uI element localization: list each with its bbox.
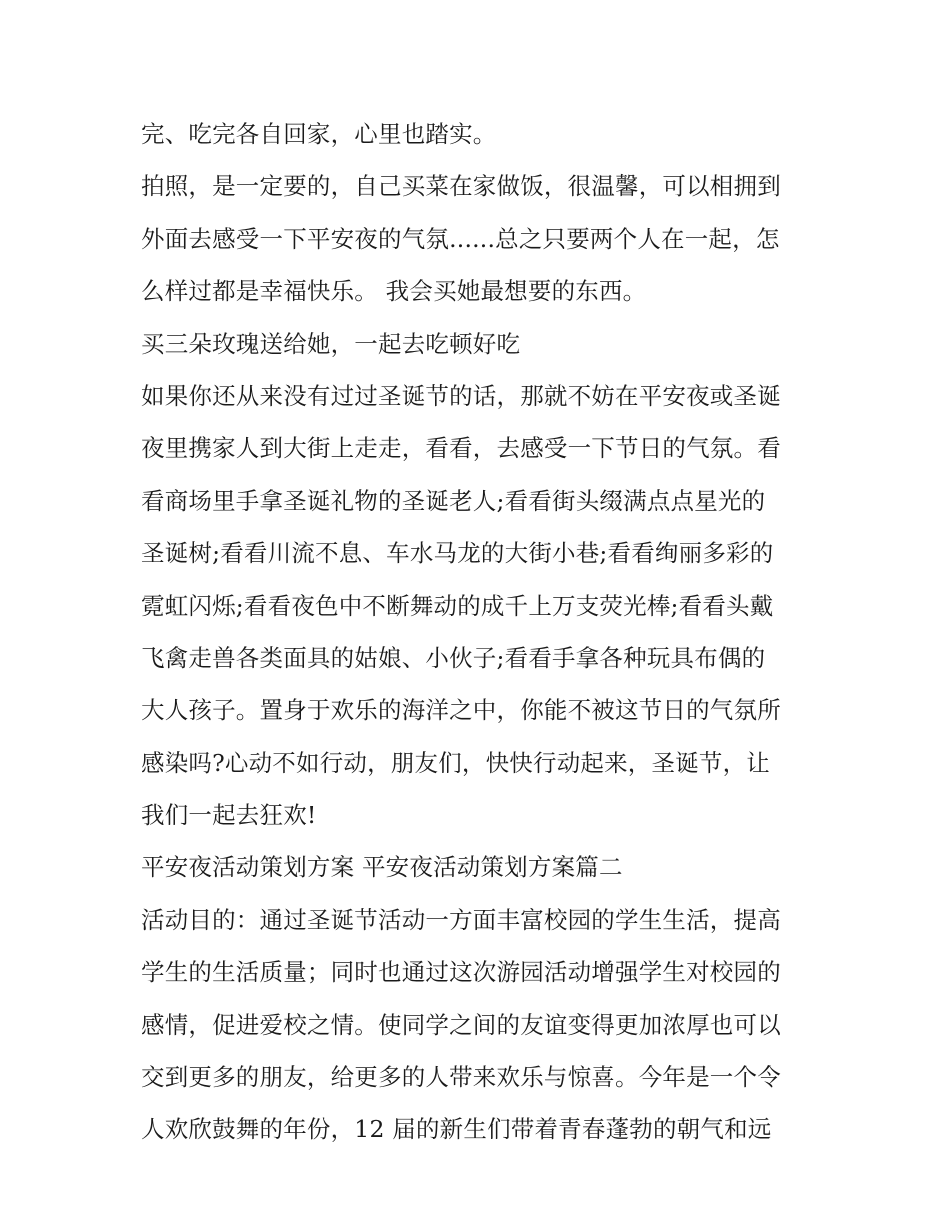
text-line: 交到更多的朋友，给更多的人带来欢乐与惊喜。今年是一个令 xyxy=(141,1063,781,1092)
text-line: 完、吃完各自回家，心里也踏实。 xyxy=(141,120,497,148)
text-line: 霓虹闪烁;看看夜色中不断舞动的成千上万支荧光棒;看看头戴 xyxy=(141,591,774,620)
text-line: 看商场里手拿圣诞礼物的圣诞老人;看看街头缀满点点星光的 xyxy=(141,486,766,515)
text-line: 大人孩子。置身于欢乐的海洋之中，你能不被这节日的气氛所 xyxy=(141,696,781,725)
text-line: 感染吗?心动不如行动，朋友们，快快行动起来，圣诞节，让 xyxy=(141,748,770,777)
text-line: 飞禽走兽各类面具的姑娘、小伙子;看看手拿各种玩具布偶的 xyxy=(141,643,766,672)
text-line: 拍照，是一定要的，自己买菜在家做饭，很温馨，可以相拥到 xyxy=(141,172,781,201)
text-line: 买三朵玫瑰送给她，一起去吃顿好吃 xyxy=(141,329,521,358)
text-line: 么样过都是幸福快乐。 我会买她最想要的东西。 xyxy=(141,277,647,306)
text-line: 我们一起去狂欢! xyxy=(141,801,317,830)
text-line: 学生的生活质量；同时也通过这次游园活动增强学生对校园的 xyxy=(141,958,781,987)
text-line: 活动目的：通过圣诞节活动一方面丰富校园的学生生活，提高 xyxy=(141,905,781,934)
text-line: 夜里携家人到大街上走走，看看，去感受一下节日的气氛。看 xyxy=(141,434,781,463)
document-page xyxy=(141,108,821,1156)
text-line: 如果你还从来没有过过圣诞节的话，那就不妨在平安夜或圣诞 xyxy=(141,381,781,410)
section-heading: 平安夜活动策划方案 平安夜活动策划方案篇二 xyxy=(141,853,623,882)
text-line: 人欢欣鼓舞的年份，12 届的新生们带着青春蓬勃的朝气和远 xyxy=(141,1115,772,1144)
text-line: 感情，促进爱校之情。使同学之间的友谊变得更加浓厚也可以 xyxy=(141,1010,781,1039)
text-line: 圣诞树;看看川流不息、车水马龙的大街小巷;看看绚丽多彩的 xyxy=(141,539,774,568)
text-line: 外面去感受一下平安夜的气氛......总之只要两个人在一起，怎 xyxy=(141,224,780,253)
